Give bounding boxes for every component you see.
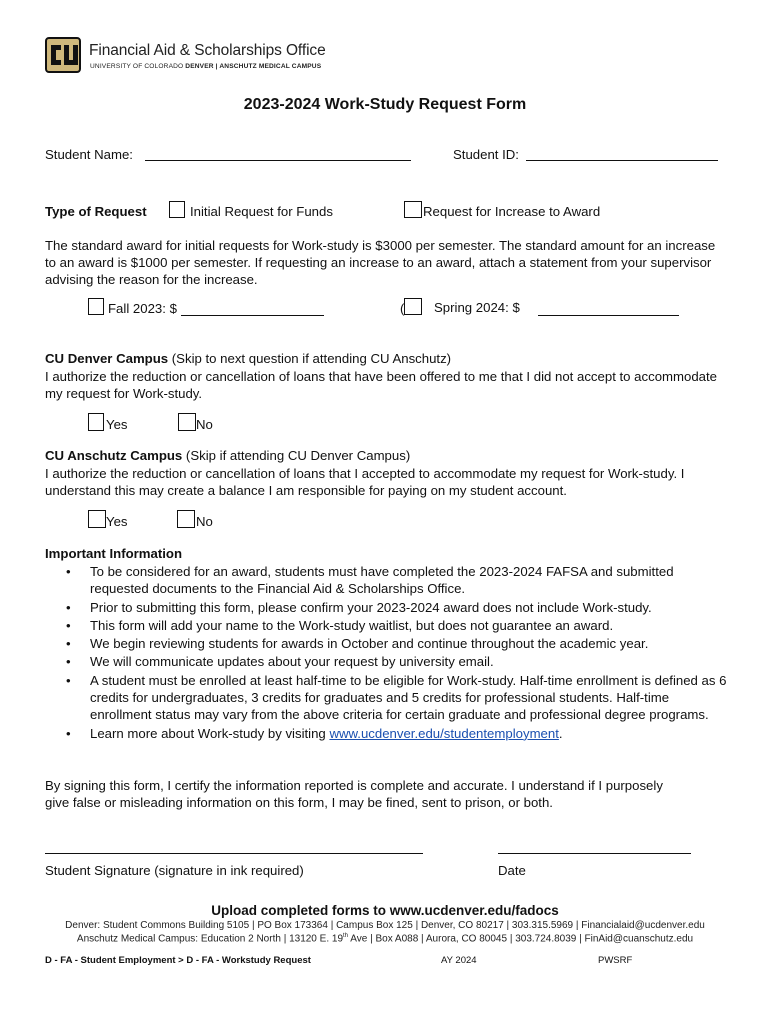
- org-subtitle: UNIVERSITY OF COLORADO DENVER | ANSCHUTZ MEDICAL CAMPUS: [90, 63, 322, 70]
- denver-no-label: No: [196, 417, 213, 432]
- fall-2023-checkbox[interactable]: [88, 298, 104, 315]
- upload-instructions: Upload completed forms to www.ucdenver.edu/fadocs: [211, 903, 559, 918]
- anschutz-yes-checkbox[interactable]: [88, 510, 106, 528]
- initial-request-label: Initial Request for Funds: [190, 204, 333, 219]
- spring-2024-checkbox[interactable]: [404, 298, 422, 315]
- form-title: 2023-2024 Work-Study Request Form: [243, 96, 527, 113]
- student-name-label: Student Name:: [45, 147, 133, 162]
- info-bullet: • A student must be enrolled at least half-time to be eligible for Work-study. Half-time enrollment is defined as 6 credits for undergraduates, 3 credits for graduates and 5 credits for professional students. Half-time enrollment status may vary from the above criteria for certain graduate and professional degree programs.: [66, 672, 727, 723]
- anschutz-yes-label: Yes: [106, 514, 128, 529]
- info-bullet: • Prior to submitting this form, please confirm your 2023-2024 award does not include Work-study.: [66, 599, 652, 615]
- spring-2024-label: Spring 2024: $: [434, 300, 520, 315]
- date-label: Date: [498, 863, 526, 878]
- bullet-glyph: •: [66, 599, 71, 615]
- date-field[interactable]: [498, 853, 691, 854]
- important-info-heading: Important Information: [45, 546, 182, 561]
- spring-2024-amount-field[interactable]: [538, 315, 679, 316]
- denver-heading: CU Denver Campus (Skip to next question if attending CU Anschutz): [45, 351, 452, 366]
- increase-request-label: Request for Increase to Award: [423, 204, 601, 219]
- student-id-label: Student ID:: [453, 147, 519, 162]
- signature-field[interactable]: [45, 853, 423, 854]
- anschutz-heading: CU Anschutz Campus (Skip if attending CU Denver Campus): [45, 448, 411, 463]
- bullet-glyph: •: [66, 725, 71, 741]
- student-name-field[interactable]: [145, 160, 411, 161]
- bullet-glyph: •: [66, 636, 71, 652]
- org-name: Financial Aid & Scholarships Office: [89, 42, 326, 59]
- denver-yes-checkbox[interactable]: [88, 413, 104, 431]
- info-bullet: • This form will add your name to the Work-study waitlist, but does not guarantee an award.: [66, 617, 614, 633]
- denver-contact-line: Denver: Student Commons Building 5105 | PO Box 173364 | Campus Box 125 | Denver, CO 80217 | 303.315.5969 | Financialaid@ucdenver.edu: [65, 920, 705, 931]
- anschutz-no-label: No: [196, 514, 213, 529]
- signature-label: Student Signature (signature in ink required): [45, 863, 304, 878]
- info-bullet: • We begin reviewing students for awards in October and continue throughout the academic year.: [66, 636, 649, 652]
- document-path: D - FA - Student Employment > D - FA - Workstudy Request: [45, 955, 311, 966]
- anschutz-contact-line: Anschutz Medical Campus: Education 2 North | 13120 E. 19th Ave | Box A088 | Aurora, CO 80045 | 303.724.8039 | FinAid@cuanschutz.edu: [76, 933, 694, 945]
- denver-authorize-text: I authorize the reduction or cancellation of loans that have been offered to me that I did not accept to accommodate my request for Work-study.: [45, 369, 718, 401]
- denver-no-checkbox[interactable]: [178, 413, 196, 431]
- standard-award-text: The standard award for initial requests for Work-study is $3000 per semester. The standard amount for an increase to an award is $1000 per semester. If requesting an increase to an award, attach a statement from your supervisor advising the reason for the increase.: [45, 238, 716, 287]
- student-id-field[interactable]: [526, 160, 718, 161]
- spring-prefix-glyph: (: [400, 301, 405, 316]
- fall-2023-amount-field[interactable]: [181, 315, 324, 316]
- anschutz-no-checkbox[interactable]: [177, 510, 195, 528]
- academic-year: AY 2024: [441, 955, 477, 966]
- cu-logo: [45, 36, 81, 74]
- bullet-glyph: •: [66, 672, 71, 688]
- fall-2023-label: Fall 2023: $: [108, 301, 177, 316]
- info-bullet: • We will communicate updates about your request by university email.: [66, 654, 494, 670]
- form-code: PWSRF: [598, 955, 633, 966]
- anschutz-authorize-text: I authorize the reduction or cancellation of loans that I accepted to accommodate my request for Work-study. I understand this may create a balance I am responsible for paying on my student account.: [45, 466, 685, 498]
- certify-text: By signing this form, I certify the information reported is complete and accurate. I understand if I purposely give false or misleading information on this form, I may be fined, sent to prison, or both.: [45, 778, 663, 810]
- type-of-request-label: Type of Request: [45, 204, 147, 219]
- bullet-glyph: •: [66, 564, 71, 579]
- bullet-glyph: •: [66, 617, 71, 633]
- student-employment-link[interactable]: www.ucdenver.edu/studentemployment: [329, 725, 559, 741]
- initial-request-checkbox[interactable]: [169, 201, 185, 218]
- denver-yes-label: Yes: [106, 417, 128, 432]
- info-bullet: • To be considered for an award, students must have completed the 2023-2024 FAFSA and submitted requested documents to the Financial Aid & Scholarships Office.: [66, 564, 674, 597]
- bullet-glyph: •: [66, 654, 71, 670]
- increase-request-checkbox[interactable]: [404, 201, 422, 218]
- info-bullet: • Learn more about Work-study by visiting www.ucdenver.edu/studentemployment.: [66, 725, 563, 741]
- important-info-list: [58, 563, 730, 743]
